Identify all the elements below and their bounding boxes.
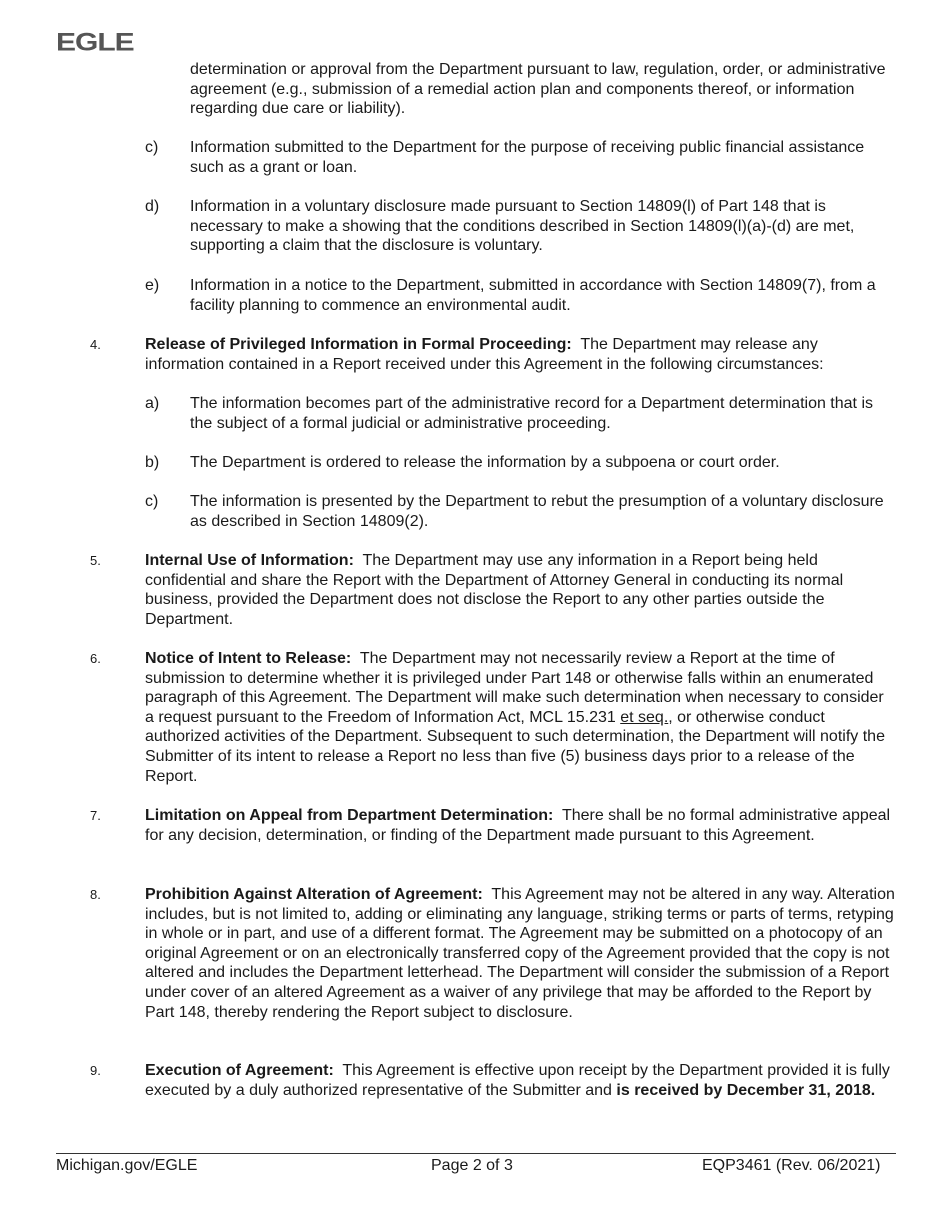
item-deadline: is received by December 31, 2018. (616, 1081, 876, 1099)
item-8 (145, 885, 895, 1022)
item-body-cont: , or otherwise conduct authorized activities of the Department. Subsequent to such determination, the Department will notify the Submitter of its intent to release a Report no less than five (5) business days prior to a release of the Report. (145, 708, 885, 785)
item-heading: Release of Privileged Information in Formal Proceeding: (145, 336, 572, 353)
item-heading: Internal Use of Information: (145, 552, 354, 569)
subitem-text: The information is presented by the Department to rebut the presumption of a voluntary disclosure as described in Section 14809(2). (190, 493, 884, 530)
item-heading: Prohibition Against Alteration of Agreement: (145, 886, 483, 903)
item-number: 7. (90, 808, 101, 823)
footer-divider (56, 1153, 896, 1154)
item-4 (145, 335, 895, 374)
egle-logo (56, 29, 134, 57)
subitem-label: a) (145, 395, 160, 412)
item-body: This Agreement is effective upon receipt by the Department provided it is fully executed by a duly authorized representative of the Submitter and (145, 1062, 890, 1099)
subitem-text: Information in a notice to the Department, submitted in accordance with Section 14809(7), from a facility planning to commence an environmental audit. (190, 277, 876, 314)
intro-continuation: determination or approval from the Department pursuant to law, regulation, order, or administrative agreement (e.g., submission of a remedial action plan and components thereof, or information regarding due care or liability). (190, 61, 886, 118)
subitem-label: b) (145, 454, 160, 471)
item-body: There shall be no formal administrative appeal for any decision, determination, or finding of the Department made pursuant to this Agreement. (145, 807, 891, 844)
item-number: 8. (90, 887, 101, 902)
item-heading: Execution of Agreement: (145, 1062, 334, 1079)
subitem-text: The Department is ordered to release the information by a subpoena or court order. (190, 454, 780, 471)
footer-page-number: Page 2 of 3 (431, 1157, 513, 1174)
item-number: 5. (90, 553, 101, 568)
item-heading: Notice of Intent to Release: (145, 650, 352, 667)
subitem-text: Information in a voluntary disclosure made pursuant to Section 14809(l) of Part 148 that is necessary to make a showing that the conditions described in Section 14809(l)(a)-(d) are met, supporting a claim that the disclosure is voluntary. (190, 198, 855, 255)
footer-website: Michigan.gov/EGLE (56, 1157, 198, 1174)
egle-logo-text: EGLE (56, 29, 134, 57)
item-body: The Department may use any information in a Report being held confidential and share the Report with the Department of Attorney General in conducting its normal business, provided the Department does not disclose the Report to any other parties outside the Department. (145, 552, 844, 628)
footer-form-number: EQP3461 (Rev. 06/2021) (702, 1157, 881, 1174)
subitem-text: Information submitted to the Department for the purpose of receiving public financial assistance such as a grant or loan. (190, 139, 865, 176)
subitem-label: e) (145, 277, 160, 294)
item-6 (145, 649, 895, 786)
item-7 (145, 806, 895, 845)
item-number: 9. (90, 1063, 101, 1078)
item-heading: Limitation on Appeal from Department Determination: (145, 807, 554, 824)
item-body: The Department may not necessarily review a Report at the time of submission to determine whether it is privileged under Part 148 or otherwise falls within an enumerated paragraph of this Agreement. The Department will make such determination when necessary to consider a request pursuant to the Freedom of Information Act, MCL 15.231 (145, 650, 884, 726)
subitem-text: The information becomes part of the administrative record for a Department determination that is the subject of a formal judicial or administrative proceeding. (190, 395, 873, 432)
item-body: The Department may release any information contained in a Report received under this Agreement in the following circumstances: (145, 336, 824, 373)
subitem-label: c) (145, 493, 159, 510)
subitem-label: c) (145, 139, 159, 156)
item-number: 6. (90, 651, 101, 666)
item-body: This Agreement may not be altered in any way. Alteration includes, but is not limited to, adding or eliminating any language, striking terms or parts of terms, retyping in whole or in part, and use of a different format. The Agreement may be submitted on a photocopy of an original Agreement or on an electronically transferred copy of the Agreement provided that the copy is not altered and includes the Department letterhead. The Department will consider the submission of a Report under cover of an altered Agreement as a waiver of any privilege that may be afforded to the Report by Part 148, thereby rendering the Report subject to disclosure. (145, 886, 895, 1021)
et-seq-citation: et seq. (620, 708, 669, 726)
subitem-label: d) (145, 198, 160, 215)
item-9 (145, 1061, 895, 1100)
item-5 (145, 551, 895, 629)
item-number: 4. (90, 337, 101, 352)
